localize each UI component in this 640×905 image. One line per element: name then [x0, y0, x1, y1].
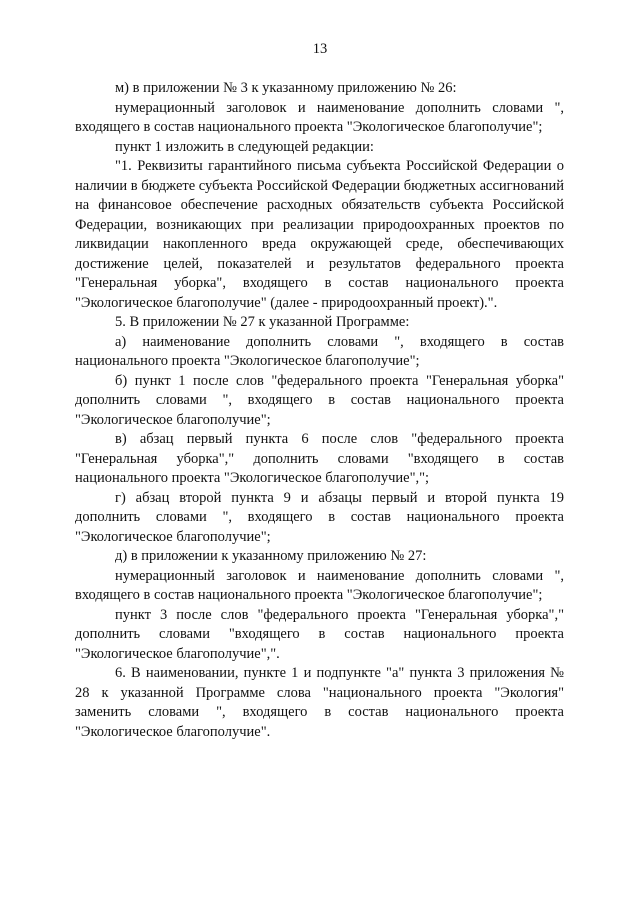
paragraph-section-5: 5. В приложении № 27 к указанной Программе: [115, 314, 410, 330]
paragraph-5d-header: нумерационный заголовок и наименование дополнить словами ", входящего в состав национального проекта "Экологическое благополучие"; [75, 567, 564, 603]
paragraph-item-1-text: "1. Реквизиты гарантийного письма субъекта Российской Федерации о наличии в бюджете субъекта Российской Федерации бюджетных ассигнований на финансовое обеспечение расходных обязательств субъекта Российской Федерации, возникающих при реализации природоохранных проектов по ликвидации накопленного вреда окружающей среде, обеспечивающих достижение целей, показателей и результатов федерального проекта "Генеральная уборка", входящего в состав национального проекта "Экологическое благополучие" (далее - природоохранный проект).". [75, 158, 564, 311]
paragraph-m: м) в приложении № 3 к указанному приложению № 26: [115, 80, 457, 96]
paragraph-section-6: 6. В наименовании, пункте 1 и подпункте "а" пункта 3 приложения № 28 к указанной Программе слова "национального проекта "Экология" заменить словами ", входящего в состав национального проекта "Экологическое благополучие". [75, 665, 564, 740]
paragraph-5d: д) в приложении к указанному приложению № 27: [115, 548, 427, 564]
paragraph-5g: г) абзац второй пункта 9 и абзацы первый и второй пункта 19 дополнить словами ", входящего в состав национального проекта "Экологическое благополучие"; [75, 489, 564, 545]
paragraph-numbering-header: нумерационный заголовок и наименование дополнить словами ", входящего в состав национального проекта "Экологическое благополучие"; [75, 99, 564, 135]
paragraph-5b: б) пункт 1 после слов "федерального проекта "Генеральная уборка" дополнить словами ", входящего в состав национального проекта "Экологическое благополучие"; [75, 372, 564, 428]
page-number: 13 [312, 41, 328, 57]
document-body [75, 79, 564, 742]
paragraph-item-1-intro: пункт 1 изложить в следующей редакции: [115, 138, 374, 155]
paragraph-5a: а) наименование дополнить словами ", входящего в состав национального проекта "Экологическое благополучие"; [75, 333, 564, 369]
paragraph-5v: в) абзац первый пункта 6 после слов "федерального проекта "Генеральная уборка"," дополнить словами "входящего в состав национального проекта "Экологическое благополучие","; [75, 431, 564, 486]
paragraph-5d-item-3: пункт 3 после слов "федерального проекта "Генеральная уборка"," дополнить словами "входящего в состав национального проекта "Экологическое благополучие",". [75, 606, 564, 662]
